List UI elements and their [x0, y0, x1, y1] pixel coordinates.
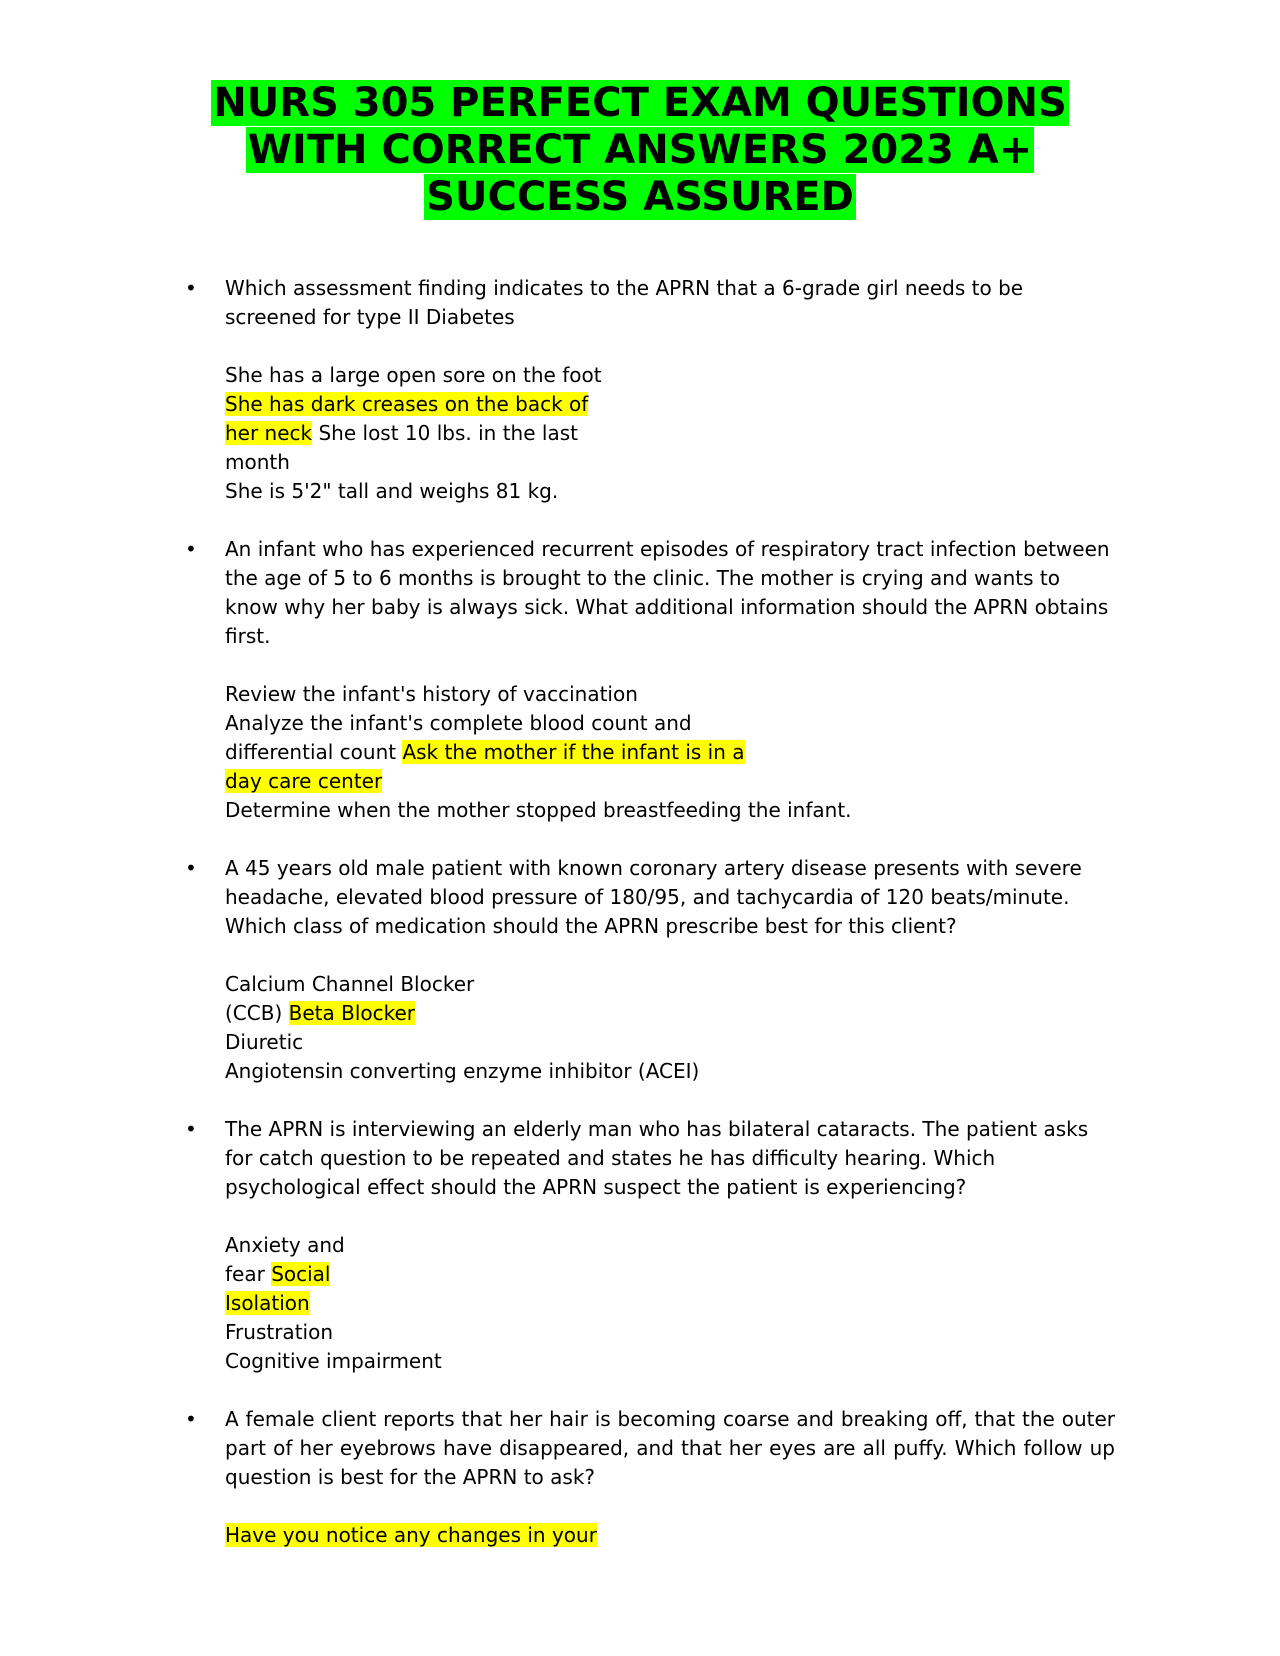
answer-options — [225, 1231, 1115, 1376]
option-line: (CCB) — [225, 1001, 289, 1025]
answer-options — [225, 680, 1115, 825]
bullet-icon: • — [185, 1407, 197, 1431]
question-item — [185, 1115, 1115, 1376]
option-line: She lost 10 lbs. in the last — [312, 421, 578, 445]
question-item — [185, 535, 1115, 825]
bullet-icon: • — [185, 1117, 197, 1141]
option-line: Review the infant's history of vaccination — [225, 682, 638, 706]
option-line: She is 5'2" tall and weighs 81 kg. — [225, 479, 559, 503]
question-list — [185, 274, 1115, 1579]
title-line: WITH CORRECT ANSWERS 2023 A+ — [247, 127, 1033, 173]
option-line: Frustration — [225, 1320, 333, 1344]
question-item — [185, 1405, 1115, 1550]
correct-answer-highlight: She has dark creases on the back of — [225, 392, 589, 416]
option-line: She has a large open sore on the foot — [225, 363, 602, 387]
answer-options — [225, 361, 1115, 506]
answer-options — [225, 970, 1115, 1086]
option-line: Angiotensin converting enzyme inhibitor (ACEI) — [225, 1059, 700, 1083]
bullet-icon: • — [185, 276, 197, 300]
correct-answer-highlight: Isolation — [225, 1291, 310, 1315]
option-line: Cognitive impairment — [225, 1349, 442, 1373]
correct-answer-highlight: Social — [271, 1262, 331, 1286]
question-text: Which assessment finding indicates to the APRN that a 6-grade girl needs to be screened for type II Diabetes — [225, 276, 1024, 329]
option-line: Determine when the mother stopped breastfeeding the infant. — [225, 798, 852, 822]
title-line: NURS 305 PERFECT EXAM QUESTIONS — [213, 80, 1067, 126]
answer-options — [225, 1521, 1115, 1550]
correct-answer-highlight: Beta Blocker — [288, 1001, 416, 1025]
correct-answer-highlight: her neck — [225, 421, 313, 445]
option-line: fear — [225, 1262, 272, 1286]
question-item — [185, 274, 1115, 506]
question-text: The APRN is interviewing an elderly man who has bilateral cataracts. The patient asks for catch question to be repeated and states he has difficulty hearing. Which psychological effect should the APRN suspect the patient is experiencing? — [225, 1117, 1089, 1199]
option-line: Analyze the infant's complete blood count and — [225, 711, 692, 735]
option-line: Calcium Channel Blocker — [225, 972, 475, 996]
title-line: SUCCESS ASSURED — [426, 174, 854, 220]
option-line: differential count — [225, 740, 403, 764]
correct-answer-highlight: day care center — [225, 769, 383, 793]
option-line: Diuretic — [225, 1030, 304, 1054]
option-line: Anxiety and — [225, 1233, 345, 1257]
correct-answer-highlight: Ask the mother if the infant is in a — [402, 740, 745, 764]
correct-answer-highlight: Have you notice any changes in your — [225, 1523, 597, 1547]
bullet-icon: • — [185, 856, 197, 880]
option-line: month — [225, 450, 290, 474]
question-text: A female client reports that her hair is becoming coarse and breaking off, that the outer part of her eyebrows have disappeared, and that her eyes are all puffy. Which follow up question is best for the APRN to ask? — [225, 1407, 1115, 1489]
question-item — [185, 854, 1115, 1086]
question-text: A 45 years old male patient with known coronary artery disease presents with severe headache, elevated blood pressure of 180/95, and tachycardia of 120 beats/minute. Which class of medication should the APRN prescribe best for this client? — [225, 856, 1082, 938]
document-title — [150, 80, 1130, 221]
bullet-icon: • — [185, 537, 197, 561]
question-text: An infant who has experienced recurrent episodes of respiratory tract infection between the age of 5 to 6 months is brought to the clinic. The mother is crying and wants to know why her baby is always sick. What additional information should the APRN obtains first. — [225, 537, 1110, 648]
